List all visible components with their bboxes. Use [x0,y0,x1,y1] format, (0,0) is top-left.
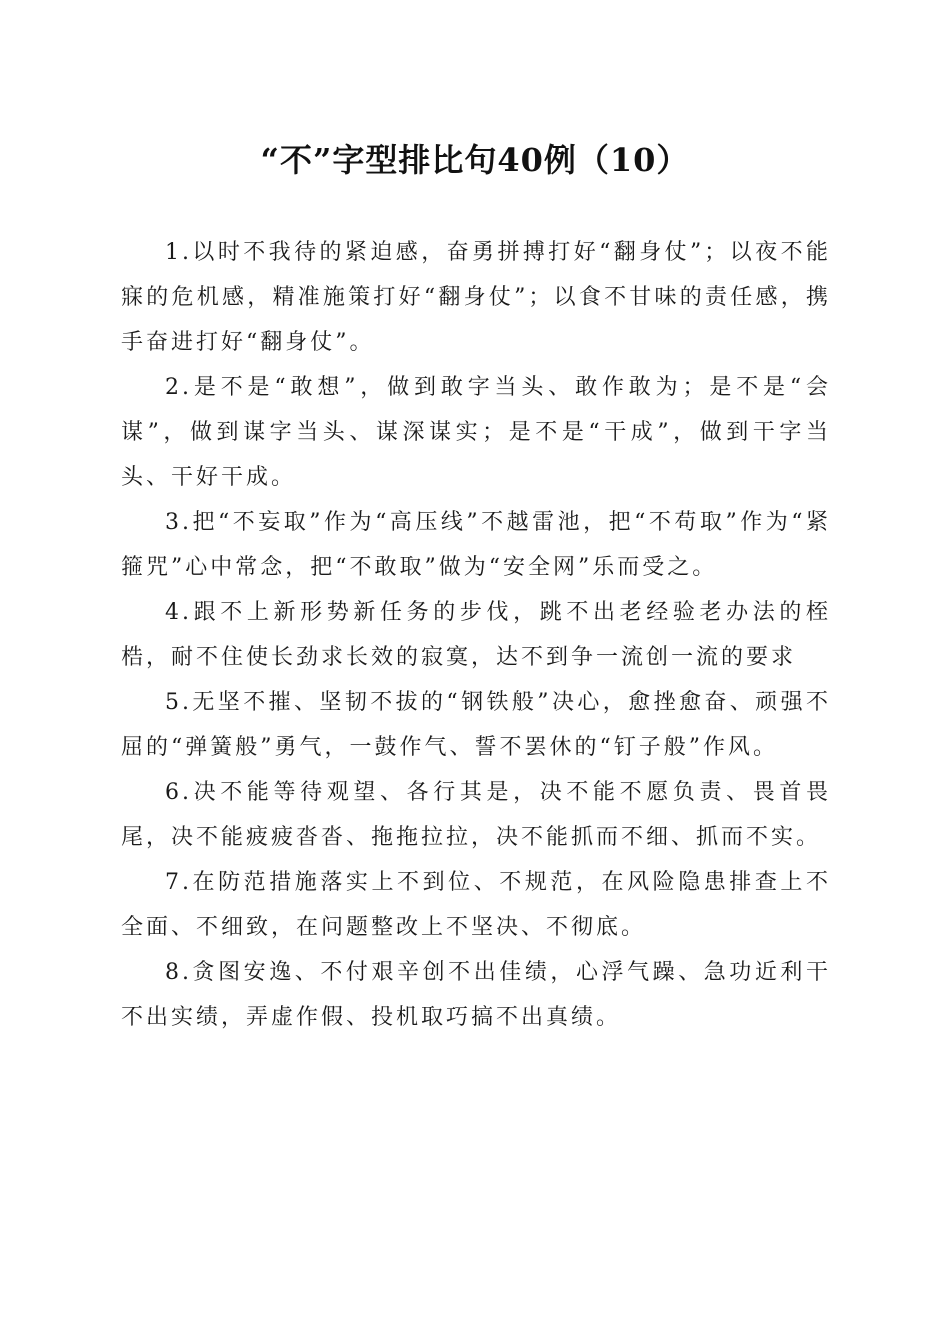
paragraph-3: 3.把“不妄取”作为“高压线”不越雷池，把“不苟取”作为“紧箍咒”心中常念，把“不敢取”做为“安全网”乐而受之。 [121,510,831,580]
paragraph-7: 7.在防范措施落实上不到位、不规范，在风险隐患排查上不全面、不细致，在问题整改上不坚决、不彻底。 [121,870,831,940]
paragraph-2: 2.是不是“敢想”，做到敢字当头、敢作敢为；是不是“会谋”，做到谋字当头、谋深谋实；是不是“干成”，做到干字当头、干好干成。 [121,375,831,490]
paragraph-6: 6.决不能等待观望、各行其是，决不能不愿负责、畏首畏尾，决不能疲疲沓沓、拖拖拉拉，决不能抓而不细、抓而不实。 [121,780,831,850]
paragraph-5: 5.无坚不摧、坚韧不拔的“钢铁般”决心，愈挫愈奋、顽强不屈的“弹簧般”勇气，一鼓作气、誓不罢休的“钉子般”作风。 [121,690,831,760]
paragraph-4: 4.跟不上新形势新任务的步伐，跳不出老经验老办法的桎梏，耐不住使长劲求长效的寂寞，达不到争一流创一流的要求 [121,600,831,670]
paragraph-1: 1.以时不我待的紧迫感，奋勇拼搏打好“翻身仗”；以夜不能寐的危机感，精准施策打好“翻身仗”；以食不甘味的责任感，携手奋进打好“翻身仗”。 [121,240,831,355]
paragraph-8: 8.贪图安逸、不付艰辛创不出佳绩，心浮气躁、急功近利干不出实绩，弄虚作假、投机取巧搞不出真绩。 [121,960,831,1030]
document-body [121,230,831,1040]
document-title: “不”字型排比句40例（10） [260,141,690,179]
